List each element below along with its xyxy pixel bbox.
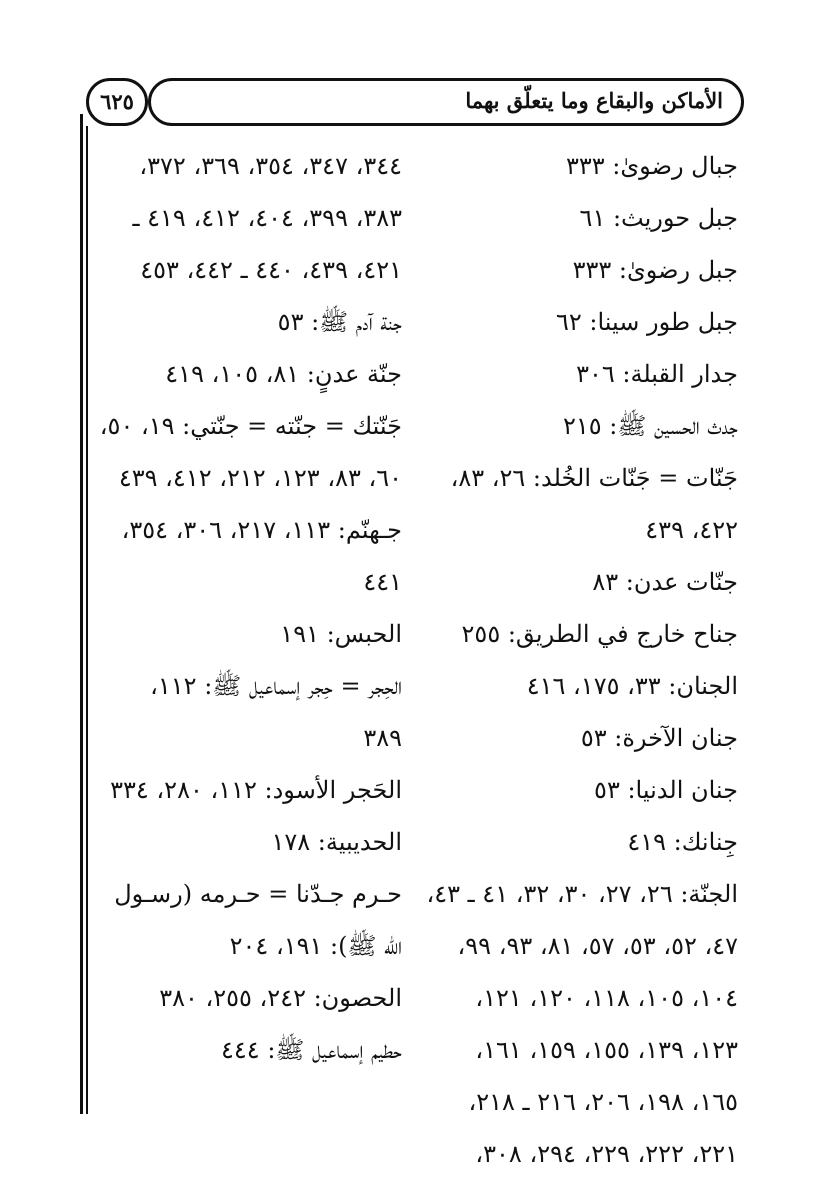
index-entry-line: الحديبية: ١٧٨ (271, 828, 402, 856)
page-number: ٦٢٥ (100, 89, 134, 114)
index-entry-line: ٣٨٩ (363, 724, 402, 752)
index-column-right (418, 140, 738, 1180)
index-entry-line: جنة آدم ﷺ: ٥٣ (277, 308, 402, 336)
index-entry-line: الحصون: ٢٤٢، ٢٥٥، ٣٨٠ (159, 984, 402, 1012)
index-entry-line: الله ﷺ): ١٩١، ٢٠٤ (229, 932, 402, 960)
index-entry-line: ٤٢١، ٤٣٩، ٤٤٠ ـ ٤٤٢، ٤٥٣ (140, 256, 402, 284)
index-entry-line: جَنّات = جَنّات الخُلد: ٢٦، ٨٣، (450, 464, 738, 492)
page-number-frame (86, 78, 148, 126)
index-entry-line: ٦٠، ٨٣، ١٢٣، ٢١٢، ٤١٢، ٤٣٩ (118, 464, 402, 492)
index-column-left (77, 140, 402, 1076)
index-entry-line: الحَجر الأسود: ١١٢، ٢٨٠، ٣٣٤ (110, 776, 402, 804)
index-entry-line: جبل رضوىٰ: ٣٣٣ (572, 256, 738, 284)
index-entry-line: ١٠٤، ١٠٥، ١١٨، ١٢٠، ١٢١، (475, 984, 738, 1012)
index-entry-line: جبال رضوىٰ: ٣٣٣ (566, 152, 738, 180)
index-entry-line: جناح خارج في الطريق: ٢٥٥ (461, 620, 738, 648)
index-entry-line: جنّات عدن: ٨٣ (592, 568, 738, 596)
index-entry-line: جبل حوريث: ٦١ (579, 204, 738, 232)
index-entry-line: جدار القبلة: ٣٠٦ (576, 360, 738, 388)
index-entry-line: جنّة عدنٍ: ٨١، ١٠٥، ٤١٩ (165, 360, 402, 388)
index-entry-line: جدث الحسين ﷺ: ٢١٥ (563, 412, 738, 440)
index-entry-line: ٤٢٢، ٤٣٩ (645, 516, 738, 544)
index-entry-line: حطيم إسماعيل ﷺ: ٤٤٤ (221, 1036, 402, 1064)
index-entry-line: ٢٢١، ٢٢٢، ٢٢٩، ٢٩٤، ٣٠٨، (475, 1140, 738, 1168)
index-entry-line: ٤٧، ٥٢، ٥٣، ٥٧، ٨١، ٩٣، ٩٩، (457, 932, 738, 960)
index-entry-line: حـرم جـدّنا = حـرمه (رسـول (114, 880, 402, 908)
index-entry-line: الجنّة: ٢٦، ٢٧، ٣٠، ٣٢، ٤١ ـ ٤٣، (426, 880, 738, 908)
index-entry-line: ٤٤١ (363, 568, 402, 596)
index-entry-line: جَنّتك = جنّته = جنّتي: ١٩، ٥٠، (99, 412, 402, 440)
index-entry-line: ٣٨٣، ٣٩٩، ٤٠٤، ٤١٢، ٤١٩ ـ (132, 204, 402, 232)
index-entry-line: الحِجر = حِجر إسماعيل ﷺ: ١١٢، (150, 672, 402, 700)
header-title-frame (148, 78, 744, 126)
index-entry-line: ٣٤٤، ٣٤٧، ٣٥٤، ٣٦٩، ٣٧٢، (139, 152, 402, 180)
index-entry-line: جِنانك: ٤١٩ (627, 828, 738, 856)
index-entry-line: جبل طور سينا: ٦٢ (555, 308, 738, 336)
index-entry-line: جـهنّم: ١١٣، ٢١٧، ٣٠٦، ٣٥٤، (121, 516, 402, 544)
index-entry-line: ١٦٥، ١٩٨، ٢٠٦، ٢١٦ ـ ٢١٨، (468, 1088, 738, 1116)
header-title: الأماكن والبقاع وما يتعلّق بهما (465, 88, 723, 113)
index-entry-line: ١٢٣، ١٣٩، ١٥٥، ١٥٩، ١٦١، (475, 1036, 738, 1064)
index-entry-line: جنان الآخرة: ٥٣ (580, 724, 738, 752)
index-entry-line: الحبس: ١٩١ (280, 620, 402, 648)
index-entry-line: جنان الدنيا: ٥٣ (594, 776, 738, 804)
index-entry-line: الجنان: ٣٣، ١٧٥، ٤١٦ (526, 672, 738, 700)
